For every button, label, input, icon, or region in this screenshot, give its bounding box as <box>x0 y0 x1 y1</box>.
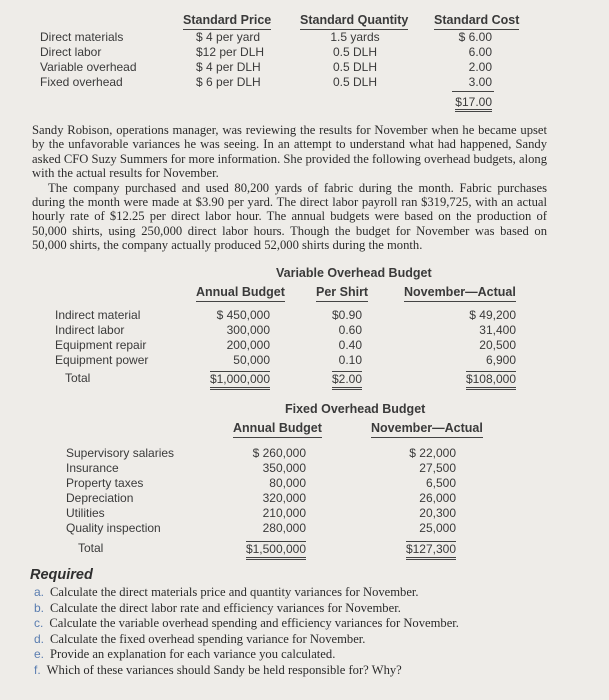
actual-cell: 26,000 <box>419 491 456 505</box>
annual-total: $1,500,000 <box>246 541 306 560</box>
cost-standard-column <box>440 30 492 90</box>
annual-cell: 200,000 <box>226 338 270 352</box>
item-letter: f. <box>34 662 41 677</box>
row-label: Insurance <box>66 461 119 475</box>
per-shirt-cell: $0.90 <box>331 308 362 322</box>
row-label: Indirect material <box>55 308 141 322</box>
paragraph-1: Sandy Robison, operations manager, was reviewing the results for November when he became upset by the unfavorable variances he was seeing. In an attempt to understand what had happened, Sandy asked CFO Suzy Summers for more information. She provided the following overhead budgets, along with the actual results for November. <box>32 123 547 181</box>
cost-cell: 3.00 <box>468 75 492 89</box>
variable-annual-column <box>200 308 270 390</box>
row-label: Direct labor <box>40 45 102 59</box>
fixed-budget-title: Fixed Overhead Budget <box>285 402 426 416</box>
header-annual-budget: Annual Budget <box>233 421 322 438</box>
per-shirt-cell: 0.40 <box>338 338 362 352</box>
per-shirt-total: $2.00 <box>332 371 362 390</box>
cost-quantity-column <box>310 30 400 90</box>
quantity-cell: 0.5 DLH <box>332 45 378 59</box>
fixed-actual-column <box>390 446 456 560</box>
row-label: Fixed overhead <box>40 75 123 89</box>
quantity-cell: 1.5 yards <box>330 30 380 44</box>
required-item-f <box>34 663 459 679</box>
paragraph-2: The company purchased and used 80,200 yards of fabric during the month. Fabric purchases during the month were made at $3.90 per yard. The direct labor payroll ran $319,725, with an actual hourly rate of $12.25 per direct labor hour. The annual budgets were based on the production of 50,000 shirts, using 250,000 direct labor hours. Though the budget for November was based on 50,000 shirts, the company actually produced 52,000 shirts during the month. <box>32 180 547 253</box>
required-item-c <box>34 616 459 632</box>
variable-actual-column <box>440 308 516 390</box>
annual-cell: 210,000 <box>262 506 306 520</box>
item-letter: b. <box>34 600 45 615</box>
row-label: Depreciation <box>66 491 134 505</box>
header-standard-quantity: Standard Quantity <box>300 13 408 30</box>
required-heading: Required <box>30 567 93 583</box>
actual-cell: 20,500 <box>479 338 516 352</box>
annual-cell: $ 450,000 <box>216 308 270 322</box>
required-item-e <box>34 647 459 663</box>
annual-cell: 320,000 <box>262 491 306 505</box>
variable-row-labels <box>55 308 148 386</box>
header-november-actual: November—Actual <box>404 285 516 302</box>
row-label: Direct materials <box>40 30 124 44</box>
actual-cell: 27,500 <box>419 461 456 475</box>
row-label: Equipment repair <box>55 338 147 352</box>
actual-cell: 31,400 <box>479 323 516 337</box>
actual-cell: 25,000 <box>419 521 456 535</box>
header-standard-cost: Standard Cost <box>434 13 519 30</box>
item-letter: c. <box>34 616 44 631</box>
price-cell: $ 6 per DLH <box>196 75 261 89</box>
quantity-cell: 0.5 DLH <box>332 60 378 74</box>
item-text: Provide an explanation for each variance you calculated. <box>50 647 336 662</box>
variable-per-shirt-column <box>320 308 362 390</box>
cost-cell: 2.00 <box>468 60 492 74</box>
annual-cell: 50,000 <box>233 353 270 367</box>
row-label-total: Total <box>65 371 91 385</box>
required-item-d <box>34 632 459 648</box>
fixed-row-labels <box>66 446 174 556</box>
row-label: Equipment power <box>55 353 149 367</box>
cost-cell: 6.00 <box>468 45 492 59</box>
header-november-actual: November—Actual <box>371 421 483 438</box>
actual-total: $108,000 <box>466 371 516 390</box>
per-shirt-cell: 0.60 <box>338 323 362 337</box>
item-letter: e. <box>34 647 45 662</box>
item-text: Calculate the fixed overhead spending variance for November. <box>50 631 366 646</box>
actual-cell: $ 22,000 <box>409 446 456 460</box>
item-letter: a. <box>34 585 45 599</box>
item-text: Calculate the variable overhead spending and efficiency variances for November. <box>49 616 459 631</box>
per-shirt-cell: 0.10 <box>338 353 362 367</box>
cost-cell: $ 6.00 <box>458 30 492 44</box>
row-label: Variable overhead <box>40 60 137 74</box>
row-label: Property taxes <box>66 476 144 490</box>
quantity-cell: 0.5 DLH <box>332 75 378 89</box>
row-label: Indirect labor <box>55 323 125 337</box>
actual-cell: $ 49,200 <box>469 308 516 322</box>
variable-budget-title: Variable Overhead Budget <box>276 266 432 280</box>
fixed-annual-column <box>236 446 306 560</box>
cost-total-value: $17.00 <box>455 95 492 112</box>
annual-cell: 80,000 <box>269 476 306 490</box>
price-cell: $ 4 per DLH <box>196 60 261 74</box>
header-standard-price: Standard Price <box>183 13 271 30</box>
item-text: Calculate the direct materials price and quantity variances for November. <box>50 585 419 599</box>
annual-cell: 350,000 <box>262 461 306 475</box>
item-text: Calculate the direct labor rate and efficiency variances for November. <box>50 600 401 615</box>
cost-total-cell <box>440 95 492 110</box>
item-text: Which of these variances should Sandy be held responsible for? Why? <box>46 662 402 677</box>
actual-cell: 6,500 <box>425 476 456 490</box>
required-list <box>34 585 459 679</box>
row-label: Utilities <box>66 506 105 520</box>
narrative <box>32 123 547 253</box>
header-annual-budget: Annual Budget <box>196 285 285 302</box>
row-label: Supervisory salaries <box>66 446 175 460</box>
item-letter: d. <box>34 631 45 646</box>
annual-total: $1,000,000 <box>210 371 270 390</box>
header-per-shirt: Per Shirt <box>316 285 368 302</box>
required-item-a <box>34 585 459 601</box>
annual-cell: 300,000 <box>226 323 270 337</box>
price-cell: $12 per DLH <box>196 45 265 59</box>
annual-cell: $ 260,000 <box>252 446 306 460</box>
actual-cell: 6,900 <box>485 353 516 367</box>
actual-total: $127,300 <box>406 541 456 560</box>
actual-cell: 20,300 <box>419 506 456 520</box>
cost-row-labels <box>40 30 137 90</box>
row-label-total: Total <box>78 541 104 555</box>
price-cell: $ 4 per yard <box>196 30 261 44</box>
cost-subtotal-rule <box>452 91 494 92</box>
row-label: Quality inspection <box>66 521 161 535</box>
annual-cell: 280,000 <box>262 521 306 535</box>
required-item-b <box>34 601 459 617</box>
cost-price-column <box>196 30 264 90</box>
